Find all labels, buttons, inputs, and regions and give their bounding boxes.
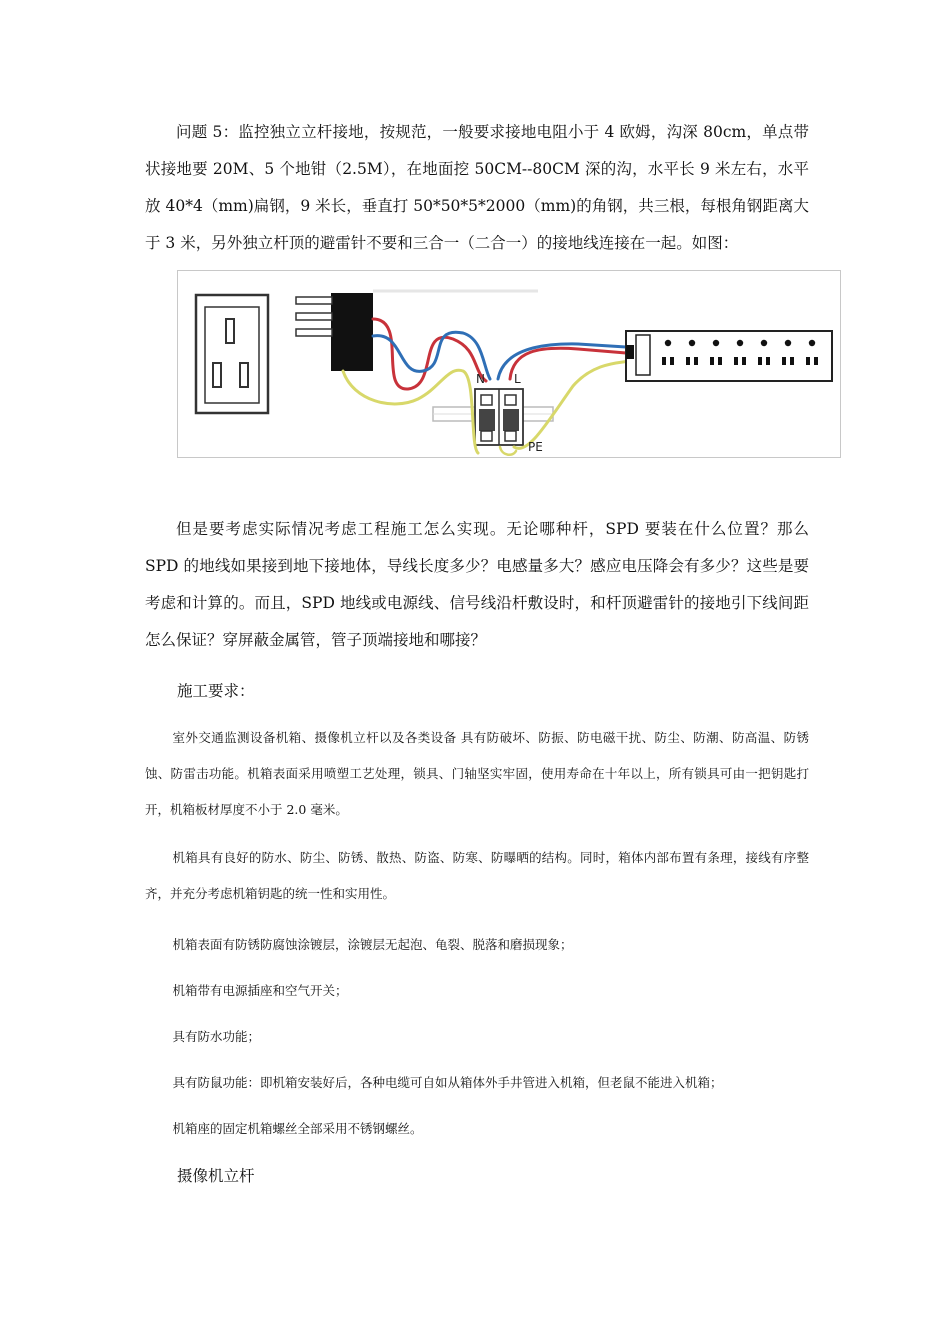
- label-n: N: [476, 372, 485, 386]
- requirement-item: 具有防鼠功能：即机箱安装好后，各种电缆可自如从箱体外手井管进入机箱，但老鼠不能进入机箱；: [172, 1075, 723, 1090]
- power-strip: [626, 331, 832, 381]
- wiring-diagram-svg: [178, 271, 840, 457]
- requirement-item: 具有防水功能；: [172, 1029, 261, 1044]
- heading-camera-pole: 摄像机立杆: [177, 1167, 255, 1185]
- requirement-item: 机箱具有良好的防水、防尘、防锈、散热、防盗、防寒、防曝晒的结构。同时，箱体内部布置有条理，接线有序整齐，并充分考虑机箱钥匙的统一性和实用性。: [145, 850, 809, 901]
- plug: [296, 291, 538, 371]
- requirement-item: 室外交通监测设备机箱、摄像机立杆以及各类设备 具有防破坏、防振、防电磁干扰、防尘、防潮、防高温、防锈蚀、防雷击功能。机箱表面采用喷塑工艺处理，锁具、门轴坚实牢固，使用寿命在十年以上，所有锁具可由一把钥匙打开，机箱板材厚度不小于 2.0 毫米。: [145, 730, 809, 817]
- paragraph-spd-considerations: 但是要考虑实际情况考虑工程施工怎么实现。无论哪种杆，SPD 要装在什么位置？那么 SPD 的地线如果接到地下接地体，导线长度多少？电感量多大？感应电压降会有多少？这些是要考虑和计算的。而且，SPD 地线或电源线、信号线沿杆敷设时，和杆顶避雷针的接地引下线间距怎么保证？穿屏蔽金属管，管子顶端接地和哪接？: [145, 520, 809, 649]
- spd-module: [475, 389, 523, 445]
- requirement-item: 机箱座的固定机箱螺丝全部采用不锈钢螺丝。: [172, 1121, 423, 1136]
- label-l: L: [514, 372, 521, 386]
- wiring-diagram: [177, 270, 841, 458]
- wall-socket: [196, 295, 268, 413]
- label-pe: PE: [528, 440, 543, 454]
- paragraph-question-5: 问题 5：监控独立立杆接地，按规范，一般要求接地电阻小于 4 欧姆，沟深 80cm，单点带状接地要 20M、5 个地钳（2.5M），在地面挖 50CM--80CM 深的沟，水平长 9 米左右，水平放 40*4（mm)扁钢，9 米长，垂直打 50*50*5*2000（mm)的角钢，共三根，每根角钢距离大于 3 米，另外独立杆顶的避雷针不要和三合一（二合一）的接地线连接在一起。如图：: [145, 123, 809, 252]
- requirement-item: 机箱表面有防锈防腐蚀涂镀层，涂镀层无起泡、龟裂、脱落和磨损现象；: [172, 937, 573, 952]
- heading-construction-requirements: 施工要求：: [177, 682, 255, 700]
- requirement-item: 机箱带有电源插座和空气开关；: [172, 983, 348, 998]
